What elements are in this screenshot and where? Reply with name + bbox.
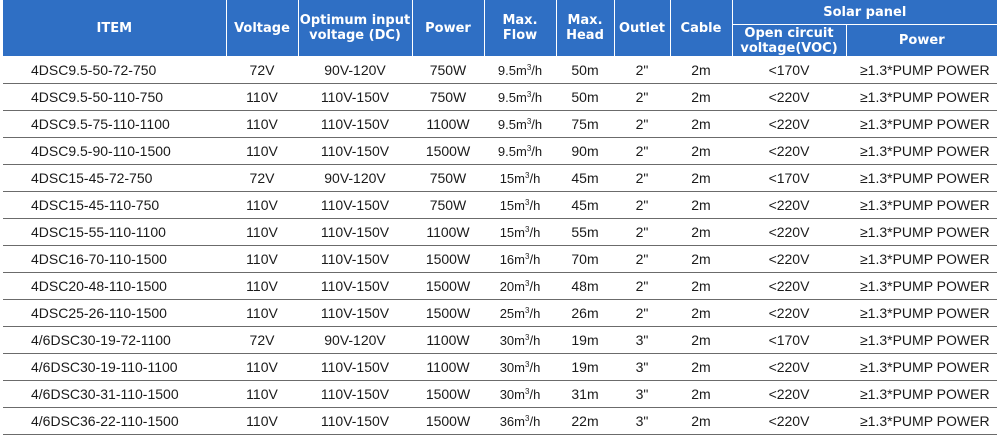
cell-input-voltage: 110V-150V — [298, 381, 412, 408]
cell-item: 4DSC9.5-50-110-750 — [3, 84, 226, 111]
header-outlet: Outlet — [614, 0, 670, 57]
flow-unit-exponent: 3 — [525, 386, 530, 396]
table-row — [3, 354, 997, 381]
cell-input-voltage: 90V-120V — [298, 165, 412, 192]
cell-max-head: 45m — [556, 192, 614, 219]
cell-open-circuit-voltage: <220V — [732, 111, 846, 138]
flow-unit-exponent: 3 — [525, 251, 530, 261]
cell-solar-power: ≥1.3*PUMP POWER — [846, 219, 997, 246]
cell-voltage: 110V — [226, 138, 298, 165]
cell-outlet: 2" — [614, 273, 670, 300]
flow-value: 9.5 — [497, 62, 516, 78]
table-row — [3, 192, 997, 219]
cell-max-flow — [484, 273, 556, 300]
header-max-flow: Max. Flow — [484, 0, 556, 57]
cell-max-head: 48m — [556, 273, 614, 300]
cell-cable: 2m — [670, 219, 732, 246]
cell-max-flow — [484, 381, 556, 408]
cell-open-circuit-voltage: <220V — [732, 246, 846, 273]
flow-unit-per: /h — [529, 305, 541, 321]
cell-voltage: 110V — [226, 246, 298, 273]
flow-unit: m — [514, 224, 525, 240]
cell-outlet: 3" — [614, 408, 670, 435]
cell-power: 750W — [412, 57, 484, 84]
pump-spec-table — [3, 0, 997, 435]
flow-unit: m — [514, 332, 525, 348]
cell-item: 4/6DSC30-19-72-1100 — [3, 327, 226, 354]
cell-solar-power: ≥1.3*PUMP POWER — [846, 381, 997, 408]
cell-cable: 2m — [670, 300, 732, 327]
cell-cable: 2m — [670, 111, 732, 138]
header-optimum-input: Optimum input voltage (DC) — [298, 0, 412, 57]
flow-unit: m — [514, 251, 525, 267]
cell-outlet: 2" — [614, 192, 670, 219]
flow-unit-exponent: 3 — [526, 116, 532, 126]
table-body — [3, 57, 997, 435]
header-solar-panel: Solar panel — [732, 0, 997, 25]
flow-unit: m — [515, 116, 527, 132]
cell-max-flow — [484, 300, 556, 327]
header-open-circuit-voltage: Open circuit voltage(VOC) — [732, 25, 846, 57]
flow-value: 15 — [499, 170, 515, 186]
flow-unit: m — [514, 305, 525, 321]
cell-voltage: 110V — [226, 192, 298, 219]
table-row — [3, 327, 997, 354]
cell-outlet: 2" — [614, 138, 670, 165]
table-row — [3, 219, 997, 246]
cell-max-head: 19m — [556, 354, 614, 381]
flow-unit-per: /h — [531, 116, 543, 132]
cell-max-head: 26m — [556, 300, 614, 327]
cell-item: 4DSC15-45-110-750 — [3, 192, 226, 219]
cell-max-flow — [484, 165, 556, 192]
cell-max-flow — [484, 246, 556, 273]
cell-max-flow — [484, 219, 556, 246]
table-row — [3, 381, 997, 408]
cell-max-head: 45m — [556, 165, 614, 192]
cell-open-circuit-voltage: <220V — [732, 354, 846, 381]
cell-input-voltage: 110V-150V — [298, 219, 412, 246]
cell-solar-power: ≥1.3*PUMP POWER — [846, 57, 997, 84]
header-solar-power: Power — [846, 25, 997, 57]
cell-solar-power: ≥1.3*PUMP POWER — [846, 300, 997, 327]
flow-value: 9.5 — [497, 89, 516, 105]
cell-voltage: 110V — [226, 273, 298, 300]
cell-open-circuit-voltage: <220V — [732, 192, 846, 219]
header-voltage: Voltage — [226, 0, 298, 57]
flow-unit: m — [515, 143, 527, 159]
table-row — [3, 300, 997, 327]
table-row — [3, 57, 997, 84]
cell-input-voltage: 110V-150V — [298, 300, 412, 327]
flow-unit-exponent: 3 — [526, 89, 532, 99]
flow-value: 16 — [499, 251, 515, 267]
flow-unit-per: /h — [529, 386, 541, 402]
flow-unit-exponent: 3 — [525, 413, 530, 423]
table-row — [3, 84, 997, 111]
cell-max-flow — [484, 111, 556, 138]
cell-max-head: 19m — [556, 327, 614, 354]
cell-voltage: 72V — [226, 57, 298, 84]
flow-unit-per: /h — [529, 170, 541, 186]
cell-max-head: 31m — [556, 381, 614, 408]
cell-outlet: 2" — [614, 246, 670, 273]
cell-max-head: 90m — [556, 138, 614, 165]
cell-cable: 2m — [670, 57, 732, 84]
flow-unit: m — [514, 197, 525, 213]
cell-cable: 2m — [670, 192, 732, 219]
cell-outlet: 2" — [614, 57, 670, 84]
header-max-head: Max. Head — [556, 0, 614, 57]
cell-outlet: 2" — [614, 84, 670, 111]
cell-solar-power: ≥1.3*PUMP POWER — [846, 327, 997, 354]
flow-value: 30 — [499, 359, 515, 375]
flow-value: 30 — [499, 386, 515, 402]
cell-max-head: 22m — [556, 408, 614, 435]
cell-solar-power: ≥1.3*PUMP POWER — [846, 354, 997, 381]
cell-input-voltage: 110V-150V — [298, 354, 412, 381]
flow-unit-exponent: 3 — [525, 224, 530, 234]
header-cable: Cable — [670, 0, 732, 57]
cell-open-circuit-voltage: <220V — [732, 138, 846, 165]
cell-power: 1500W — [412, 300, 484, 327]
cell-outlet: 3" — [614, 354, 670, 381]
cell-item: 4DSC9.5-75-110-1100 — [3, 111, 226, 138]
flow-unit-exponent: 3 — [525, 305, 530, 315]
cell-power: 1500W — [412, 138, 484, 165]
cell-input-voltage: 110V-150V — [298, 138, 412, 165]
flow-unit-exponent: 3 — [525, 359, 530, 369]
cell-open-circuit-voltage: <170V — [732, 57, 846, 84]
cell-power: 750W — [412, 165, 484, 192]
cell-voltage: 110V — [226, 219, 298, 246]
cell-power: 750W — [412, 192, 484, 219]
cell-solar-power: ≥1.3*PUMP POWER — [846, 138, 997, 165]
cell-outlet: 2" — [614, 111, 670, 138]
cell-voltage: 110V — [226, 111, 298, 138]
cell-input-voltage: 110V-150V — [298, 84, 412, 111]
cell-power: 1500W — [412, 246, 484, 273]
table-row — [3, 165, 997, 192]
cell-cable: 2m — [670, 84, 732, 111]
cell-solar-power: ≥1.3*PUMP POWER — [846, 273, 997, 300]
cell-cable: 2m — [670, 246, 732, 273]
flow-value: 30 — [499, 332, 515, 348]
cell-solar-power: ≥1.3*PUMP POWER — [846, 246, 997, 273]
cell-power: 1100W — [412, 219, 484, 246]
cell-voltage: 72V — [226, 165, 298, 192]
flow-value: 9.5 — [497, 116, 516, 132]
cell-open-circuit-voltage: <170V — [732, 165, 846, 192]
flow-unit: m — [514, 170, 525, 186]
flow-unit-per: /h — [529, 332, 541, 348]
cell-open-circuit-voltage: <170V — [732, 327, 846, 354]
flow-value: 36 — [499, 413, 515, 429]
flow-value: 15 — [499, 224, 515, 240]
flow-unit-per: /h — [529, 413, 541, 429]
cell-item: 4DSC20-48-110-1500 — [3, 273, 226, 300]
flow-unit: m — [515, 62, 527, 78]
cell-cable: 2m — [670, 354, 732, 381]
cell-power: 1500W — [412, 408, 484, 435]
cell-outlet: 3" — [614, 327, 670, 354]
cell-power: 1500W — [412, 273, 484, 300]
cell-item: 4/6DSC30-19-110-1100 — [3, 354, 226, 381]
cell-voltage: 110V — [226, 84, 298, 111]
header-power: Power — [412, 0, 484, 57]
cell-open-circuit-voltage: <220V — [732, 273, 846, 300]
flow-unit-exponent: 3 — [525, 278, 530, 288]
flow-unit: m — [515, 89, 527, 105]
flow-unit-exponent: 3 — [525, 170, 530, 180]
table-header — [3, 0, 997, 57]
cell-cable: 2m — [670, 165, 732, 192]
cell-item: 4/6DSC30-31-110-1500 — [3, 381, 226, 408]
cell-solar-power: ≥1.3*PUMP POWER — [846, 165, 997, 192]
cell-power: 1100W — [412, 111, 484, 138]
cell-max-flow — [484, 327, 556, 354]
header-item: ITEM — [3, 0, 226, 57]
cell-input-voltage: 90V-120V — [298, 327, 412, 354]
cell-outlet: 3" — [614, 381, 670, 408]
flow-unit: m — [514, 413, 525, 429]
cell-input-voltage: 110V-150V — [298, 273, 412, 300]
cell-item: 4/6DSC36-22-110-1500 — [3, 408, 226, 435]
cell-open-circuit-voltage: <220V — [732, 408, 846, 435]
table-row — [3, 138, 997, 165]
cell-solar-power: ≥1.3*PUMP POWER — [846, 111, 997, 138]
cell-max-flow — [484, 57, 556, 84]
cell-max-flow — [484, 138, 556, 165]
cell-cable: 2m — [670, 327, 732, 354]
flow-unit-per: /h — [529, 251, 541, 267]
flow-unit-exponent: 3 — [525, 332, 530, 342]
cell-item: 4DSC15-45-72-750 — [3, 165, 226, 192]
flow-unit-per: /h — [531, 62, 543, 78]
flow-unit: m — [514, 278, 525, 294]
cell-max-flow — [484, 192, 556, 219]
flow-value: 15 — [499, 197, 515, 213]
cell-max-head: 55m — [556, 219, 614, 246]
table-row — [3, 273, 997, 300]
cell-max-flow — [484, 354, 556, 381]
flow-unit-per: /h — [529, 359, 541, 375]
cell-cable: 2m — [670, 273, 732, 300]
cell-power: 1500W — [412, 381, 484, 408]
flow-value: 20 — [499, 278, 515, 294]
cell-max-head: 50m — [556, 57, 614, 84]
cell-voltage: 110V — [226, 300, 298, 327]
table-row — [3, 246, 997, 273]
cell-item: 4DSC16-70-110-1500 — [3, 246, 226, 273]
flow-unit-per: /h — [531, 89, 543, 105]
cell-voltage: 110V — [226, 381, 298, 408]
flow-unit: m — [514, 386, 525, 402]
cell-max-flow — [484, 408, 556, 435]
flow-unit-exponent: 3 — [525, 197, 530, 207]
cell-max-head: 70m — [556, 246, 614, 273]
cell-max-head: 50m — [556, 84, 614, 111]
cell-cable: 2m — [670, 408, 732, 435]
cell-open-circuit-voltage: <220V — [732, 300, 846, 327]
table-row — [3, 111, 997, 138]
flow-unit-per: /h — [531, 143, 543, 159]
cell-voltage: 110V — [226, 408, 298, 435]
flow-value: 9.5 — [497, 143, 516, 159]
cell-item: 4DSC25-26-110-1500 — [3, 300, 226, 327]
cell-power: 1100W — [412, 327, 484, 354]
cell-open-circuit-voltage: <220V — [732, 84, 846, 111]
cell-input-voltage: 90V-120V — [298, 57, 412, 84]
flow-value: 25 — [499, 305, 515, 321]
cell-item: 4DSC9.5-90-110-1500 — [3, 138, 226, 165]
flow-unit: m — [514, 359, 525, 375]
cell-max-flow — [484, 84, 556, 111]
cell-open-circuit-voltage: <220V — [732, 219, 846, 246]
cell-voltage: 110V — [226, 354, 298, 381]
cell-solar-power: ≥1.3*PUMP POWER — [846, 84, 997, 111]
flow-unit-exponent: 3 — [526, 143, 532, 153]
cell-cable: 2m — [670, 381, 732, 408]
cell-cable: 2m — [670, 138, 732, 165]
cell-power: 750W — [412, 84, 484, 111]
cell-power: 1100W — [412, 354, 484, 381]
cell-voltage: 72V — [226, 327, 298, 354]
cell-open-circuit-voltage: <220V — [732, 381, 846, 408]
flow-unit-per: /h — [529, 278, 541, 294]
cell-max-head: 75m — [556, 111, 614, 138]
cell-solar-power: ≥1.3*PUMP POWER — [846, 192, 997, 219]
flow-unit-per: /h — [529, 197, 541, 213]
cell-item: 4DSC9.5-50-72-750 — [3, 57, 226, 84]
cell-input-voltage: 110V-150V — [298, 246, 412, 273]
flow-unit-exponent: 3 — [526, 62, 532, 72]
flow-unit-per: /h — [529, 224, 541, 240]
cell-input-voltage: 110V-150V — [298, 192, 412, 219]
cell-outlet: 2" — [614, 300, 670, 327]
cell-solar-power: ≥1.3*PUMP POWER — [846, 408, 997, 435]
cell-outlet: 2" — [614, 219, 670, 246]
cell-input-voltage: 110V-150V — [298, 111, 412, 138]
cell-input-voltage: 110V-150V — [298, 408, 412, 435]
cell-item: 4DSC15-55-110-1100 — [3, 219, 226, 246]
table-row — [3, 408, 997, 435]
cell-outlet: 2" — [614, 165, 670, 192]
